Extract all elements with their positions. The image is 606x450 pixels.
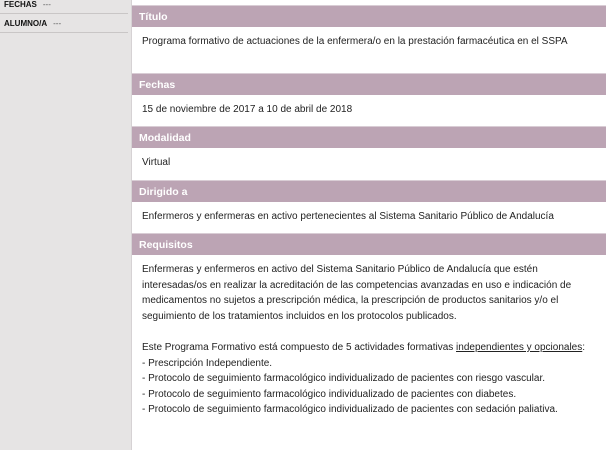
sidebar	[0, 0, 130, 450]
sidebar-label-alumno: ALUMNO/A	[4, 18, 48, 28]
sidebar-row-fechas	[0, 0, 128, 13]
section-body-requisitos	[132, 262, 606, 418]
sidebar-value-alumno: ---	[53, 18, 62, 28]
list-item: - Protocolo de seguimiento farmacológico individualizado de pacientes con sedación paliativa.	[142, 404, 558, 415]
list-item: - Protocolo de seguimiento farmacológico individualizado de pacientes con diabetes.	[142, 388, 517, 400]
section-header-fechas: Fechas	[132, 73, 606, 95]
sidebar-label-fechas: FECHAS	[4, 0, 37, 9]
list-item: - Protocolo de seguimiento farmacológico individualizado de pacientes con riesgo vascular.	[142, 373, 546, 384]
sidebar-row-alumno	[0, 14, 128, 32]
course-details	[131, 0, 606, 450]
requisitos-colon: :	[582, 342, 586, 353]
section-body-modalidad: Virtual	[132, 155, 606, 171]
section-body-dirigido: Enfermeros y enfermeras en activo pertenecientes al Sistema Sanitario Público de Andalucía	[132, 209, 606, 225]
section-body-fechas: 15 de noviembre de 2017 a 10 de abril de 2018	[132, 102, 606, 118]
requisitos-composition	[142, 340, 597, 356]
sidebar-divider	[0, 32, 128, 33]
requisitos-paragraph: Enfermeras y enfermeros en activo del Sistema Sanitario Público de Andalucía que estén interesadas/os en realizar la acreditación de las competencias avanzadas en uso e indicación de medicamentos no sujetos a prescripción médica, la prescripción de productos sanitarios y/o el seguimiento de los tratamientos incluidos en los protocolos publicados.	[142, 264, 572, 322]
independientes-opcionales-text: independientes y opcionales	[456, 342, 583, 353]
sidebar-value-fechas: ---	[42, 0, 51, 9]
section-body-titulo: Programa formativo de actuaciones de la enfermera/o en la prestación farmacéutica en el SSPA	[132, 30, 606, 50]
list-item: - Prescripción Independiente.	[142, 357, 273, 369]
requisitos-composition-text: Este Programa Formativo está compuesto de 5 actividades formativas	[142, 342, 457, 353]
section-header-dirigido: Dirigido a	[132, 180, 606, 202]
section-header-titulo: Título	[132, 5, 606, 27]
section-header-requisitos: Requisitos	[132, 233, 606, 255]
section-header-modalidad: Modalidad	[132, 126, 606, 148]
